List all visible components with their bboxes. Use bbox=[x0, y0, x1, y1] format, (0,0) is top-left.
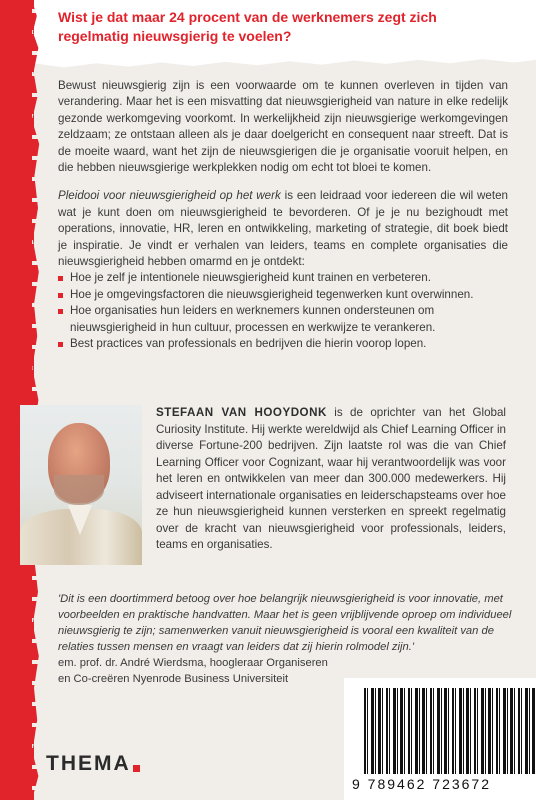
author-bio-text: is de oprichter van het Global Curiosity Institute. Hij werkte wereldwijd als Chief Learning Officer in diverse Fortune-200 bedrijven. Zijn laatste rol was die van Chief Learning Officer voor Cognizant, waar hij verantwoordelijk was voor het leren en ontwikkelen van meer dan 300.000 medewerkers. Hij adviseert internationale organisaties en leiderschapsteams over hoe ze hun nieuwsgierigheid kunnen versterken en spreekt regelmatig over de kracht van nieuwsgierigheid voor professionals, leiders, teams en organisaties. bbox=[156, 406, 506, 551]
barcode-bars-icon bbox=[364, 688, 536, 774]
endorsement-quote: 'Dit is een doortimmerd betoog over hoe belangrijk nieuwsgierigheid is voor innovatie, met voorbeelden en praktische handvatten. Maar het is geen vrijblijvende oproep om individueel nieuwsgierig te zijn; samenwerken vanuit nieuwsgierigheid is vooral een kwaliteit van de relaties tussen mensen en vraagt van leiders dat zij hierin rolmodel zijn.' bbox=[58, 593, 512, 653]
book-description-text: is een leidraad voor iedereen die wil weten wat je kunt doen om nieuwsgierigheid te bevorderen. Of je je nu bezighoudt met operations, innovatie, HR, leren en ontwikkeling, marketing of strategie, dit boek biedt je inspiratie. Je vindt er verhalen van leiders, teams en complete organisaties die nieuwsgierigheid hebben omarmd en je ontdekt: bbox=[58, 189, 508, 269]
isbn-digits: 9 789462 723672 bbox=[352, 776, 491, 792]
attribution-line-1: em. prof. dr. André Wierdsma, hoogleraar Organiseren bbox=[58, 657, 328, 669]
photo-beard bbox=[54, 475, 104, 505]
publisher-logo bbox=[46, 752, 140, 776]
list-item: Hoe je zelf je intentionele nieuwsgierigheid kunt trainen en verbeteren. bbox=[58, 270, 508, 286]
author-name: STEFAAN VAN HOOYDONK bbox=[156, 406, 327, 419]
list-item: Best practices van professionals en bedrijven die hierin voorop lopen. bbox=[58, 336, 508, 352]
isbn-barcode bbox=[344, 678, 536, 800]
headline: Wist je dat maar 24 procent van de werknemers zegt zich regelmatig nieuwsgierig te voelen? bbox=[58, 9, 437, 44]
attribution-line-2: en Co-creëren Nyenrode Business Universiteit bbox=[58, 673, 289, 685]
list-item: Hoe je omgevingsfactoren die nieuwsgierigheid tegenwerken kunt overwinnen. bbox=[58, 287, 508, 303]
list-item: Hoe organisaties hun leiders en werknemers kunnen ondersteunen om nieuwsgierigheid in hun cultuur, processen en werkwijze te verankeren. bbox=[58, 303, 508, 336]
logo-dot-icon bbox=[133, 765, 140, 772]
author-bio bbox=[156, 405, 506, 554]
book-title-italic: Pleidooi voor nieuwsgierigheid op het werk bbox=[58, 189, 281, 203]
bullet-list bbox=[58, 270, 508, 352]
back-cover-text bbox=[58, 78, 508, 353]
author-photo bbox=[20, 405, 142, 565]
publisher-name: THEMA bbox=[46, 752, 131, 775]
red-torn-edge bbox=[0, 0, 34, 800]
intro-paragraph: Bewust nieuwsgierig zijn is een voorwaarde om te kunnen overleven in tijden van verandering. Maar het is een misvatting dat nieuwsgierigheid van nature in elke redelijk gezonde werkomgeving voorkomt. In werkelijkheid zijn nieuwsgierige werkomgevingen zeldzaam; ze ontstaan alleen als je daar doelgericht en consequent naar streeft. Dat is de moeite waard, want het zijn de nieuwsgierigen die je organisatie vooruit helpen, en die hebben nieuwsgierige werkplekken nodig om echt tot bloei te komen. bbox=[58, 79, 508, 175]
book-description bbox=[58, 188, 508, 270]
author-section bbox=[20, 405, 508, 575]
